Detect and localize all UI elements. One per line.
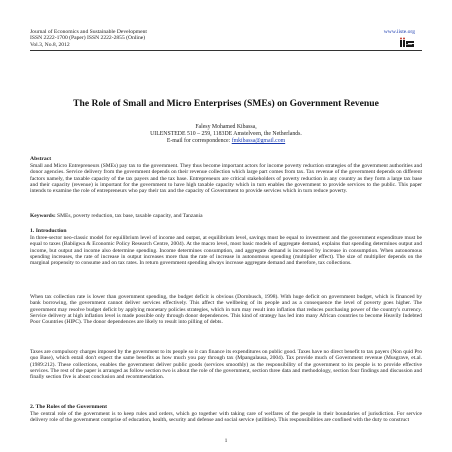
journal-issn: ISSN 2222-1700 (Paper) ISSN 2222-2855 (Online) — [30, 35, 146, 42]
email-label: E-mail for correspondence: — [166, 138, 231, 144]
paper-title: The Role of Small and Micro Enterprises (SMEs) on Government Revenue — [73, 98, 379, 109]
correspondence-line — [0, 138, 452, 145]
introduction-paragraph-2: When tax collection rate is lower than government spending, the budget deficit is obvious (Dornbusch, 1998). With huge deficit on government budget, which is financed by bank borrowing, the government cannot deliver services effectively. This affect the wellbeing of its people and as a consequence the level of poverty goes higher. The government may resolve budget deficit by applying monetary policies strategies, which in turn may result into inflation that reduces purchasing power of the country's currency. Service delivery at high inflation level is made possible only through donor dependences. This kind of strategy has led into many African countries to become Heavily Indebted Poor Countries (HIPC). The donor dependences are likely to result into pilling of debts. — [30, 294, 422, 325]
journal-website[interactable]: www.iiste.org — [383, 29, 415, 35]
abstract-text: Small and Micro Entrepreneurs (SMEs) pay tax to the government. They thus become important actors for income poverty reduction strategies of the government authorities and donor agencies. Service delivery from the government depends on their revenue collection which large part comes from tax. Tax revenue of the government depends on different factors namely, the taxable capacity of the tax payers and the tax base. Entrepreneurs are critical stakeholders of poverty reduction in any country as they form a large tax base and their capacity (revenue) is important for the government to have high taxable capacity which in turn enables the government to provide services to the public. This paper intends to examine the role of entrepreneurs who pay their tax and the capacity of Government to provide services which in turn reduce poverty. — [30, 163, 422, 194]
iiste-logo — [399, 37, 415, 48]
introduction-paragraph-3: Taxes are compulsory charges imposed by the government to its people so it can finance its expenditures on public good. Taxes have no direct benefit to tax payers (Non quid Pro quo Base), which entail don't expect the same benefits as how much you pay through tax (Mpangalausa, 2004). Tax provide much of Government revenue (Musgrave, et.al. (1989:212). These collections, enables the government deliver public goods (services smoothly) as the responsibility of the government to its people is to provide effective services. The rest of the paper is arranged as follow section two is about the role of the government, section three data and methodology, section four findings and discussion and finally section five is about conclusion and recommendation. — [30, 349, 422, 380]
section2-paragraph-1: The central role of the government is to keep rules and orders, which go together with taking care of welfares of the people in their boundaries of jurisdiction. For service delivery role of the government comprise of education, health, security and defense and social service (utilities). This responsibilities are confined with the duty to construct — [30, 411, 422, 424]
introduction-paragraph-1: In three-sector neo-classic model for equilibrium level of income and output, at equilibrium level, savings must be equal to investment and the government expenditure must be equal to taxes (Babiigwa & Economic Policy Research Centre, 2004). At the macro level, most basic models of aggregate demand, explains that spending determines output and income, but output and income also determine spending. Income determines consumption, and aggregate demand is increased by increase in consumption. When autonomous spending increases, the rate of increase in output increases more than the rate of increase in autonomous spending (multiplier effect). The size of multiplier depends on the marginal propensity to consume and on tax rates. In return government spending always increase aggregate demand and therefore, tax collections. — [30, 235, 422, 266]
author-name: Falesy Mohamed Kibassa, — [195, 124, 257, 130]
keywords-line — [30, 213, 422, 219]
header-rule — [30, 50, 422, 51]
page-number: 1 — [224, 438, 228, 444]
journal-header — [30, 29, 147, 48]
email-link[interactable]: fmkibassa@gmail.com — [231, 138, 286, 144]
author-affiliation: UILENSTEDE 510 – 259, 1183DE Amstelveen, the Netherlands. — [150, 131, 302, 137]
journal-volume: Vol.3, No.8, 2012 — [30, 41, 70, 48]
section2-heading: 2. The Roles of the Government — [30, 404, 107, 410]
introduction-heading: 1. Introduction — [30, 228, 67, 234]
keywords-label: Keywords: — [30, 213, 56, 219]
keywords-list: SMEs, poverty reduction, tax base, taxable capacity, and Tanzania — [57, 213, 203, 219]
journal-name: Journal of Economics and Sustainable Development — [30, 29, 147, 35]
abstract-heading: Abstract — [30, 156, 52, 162]
